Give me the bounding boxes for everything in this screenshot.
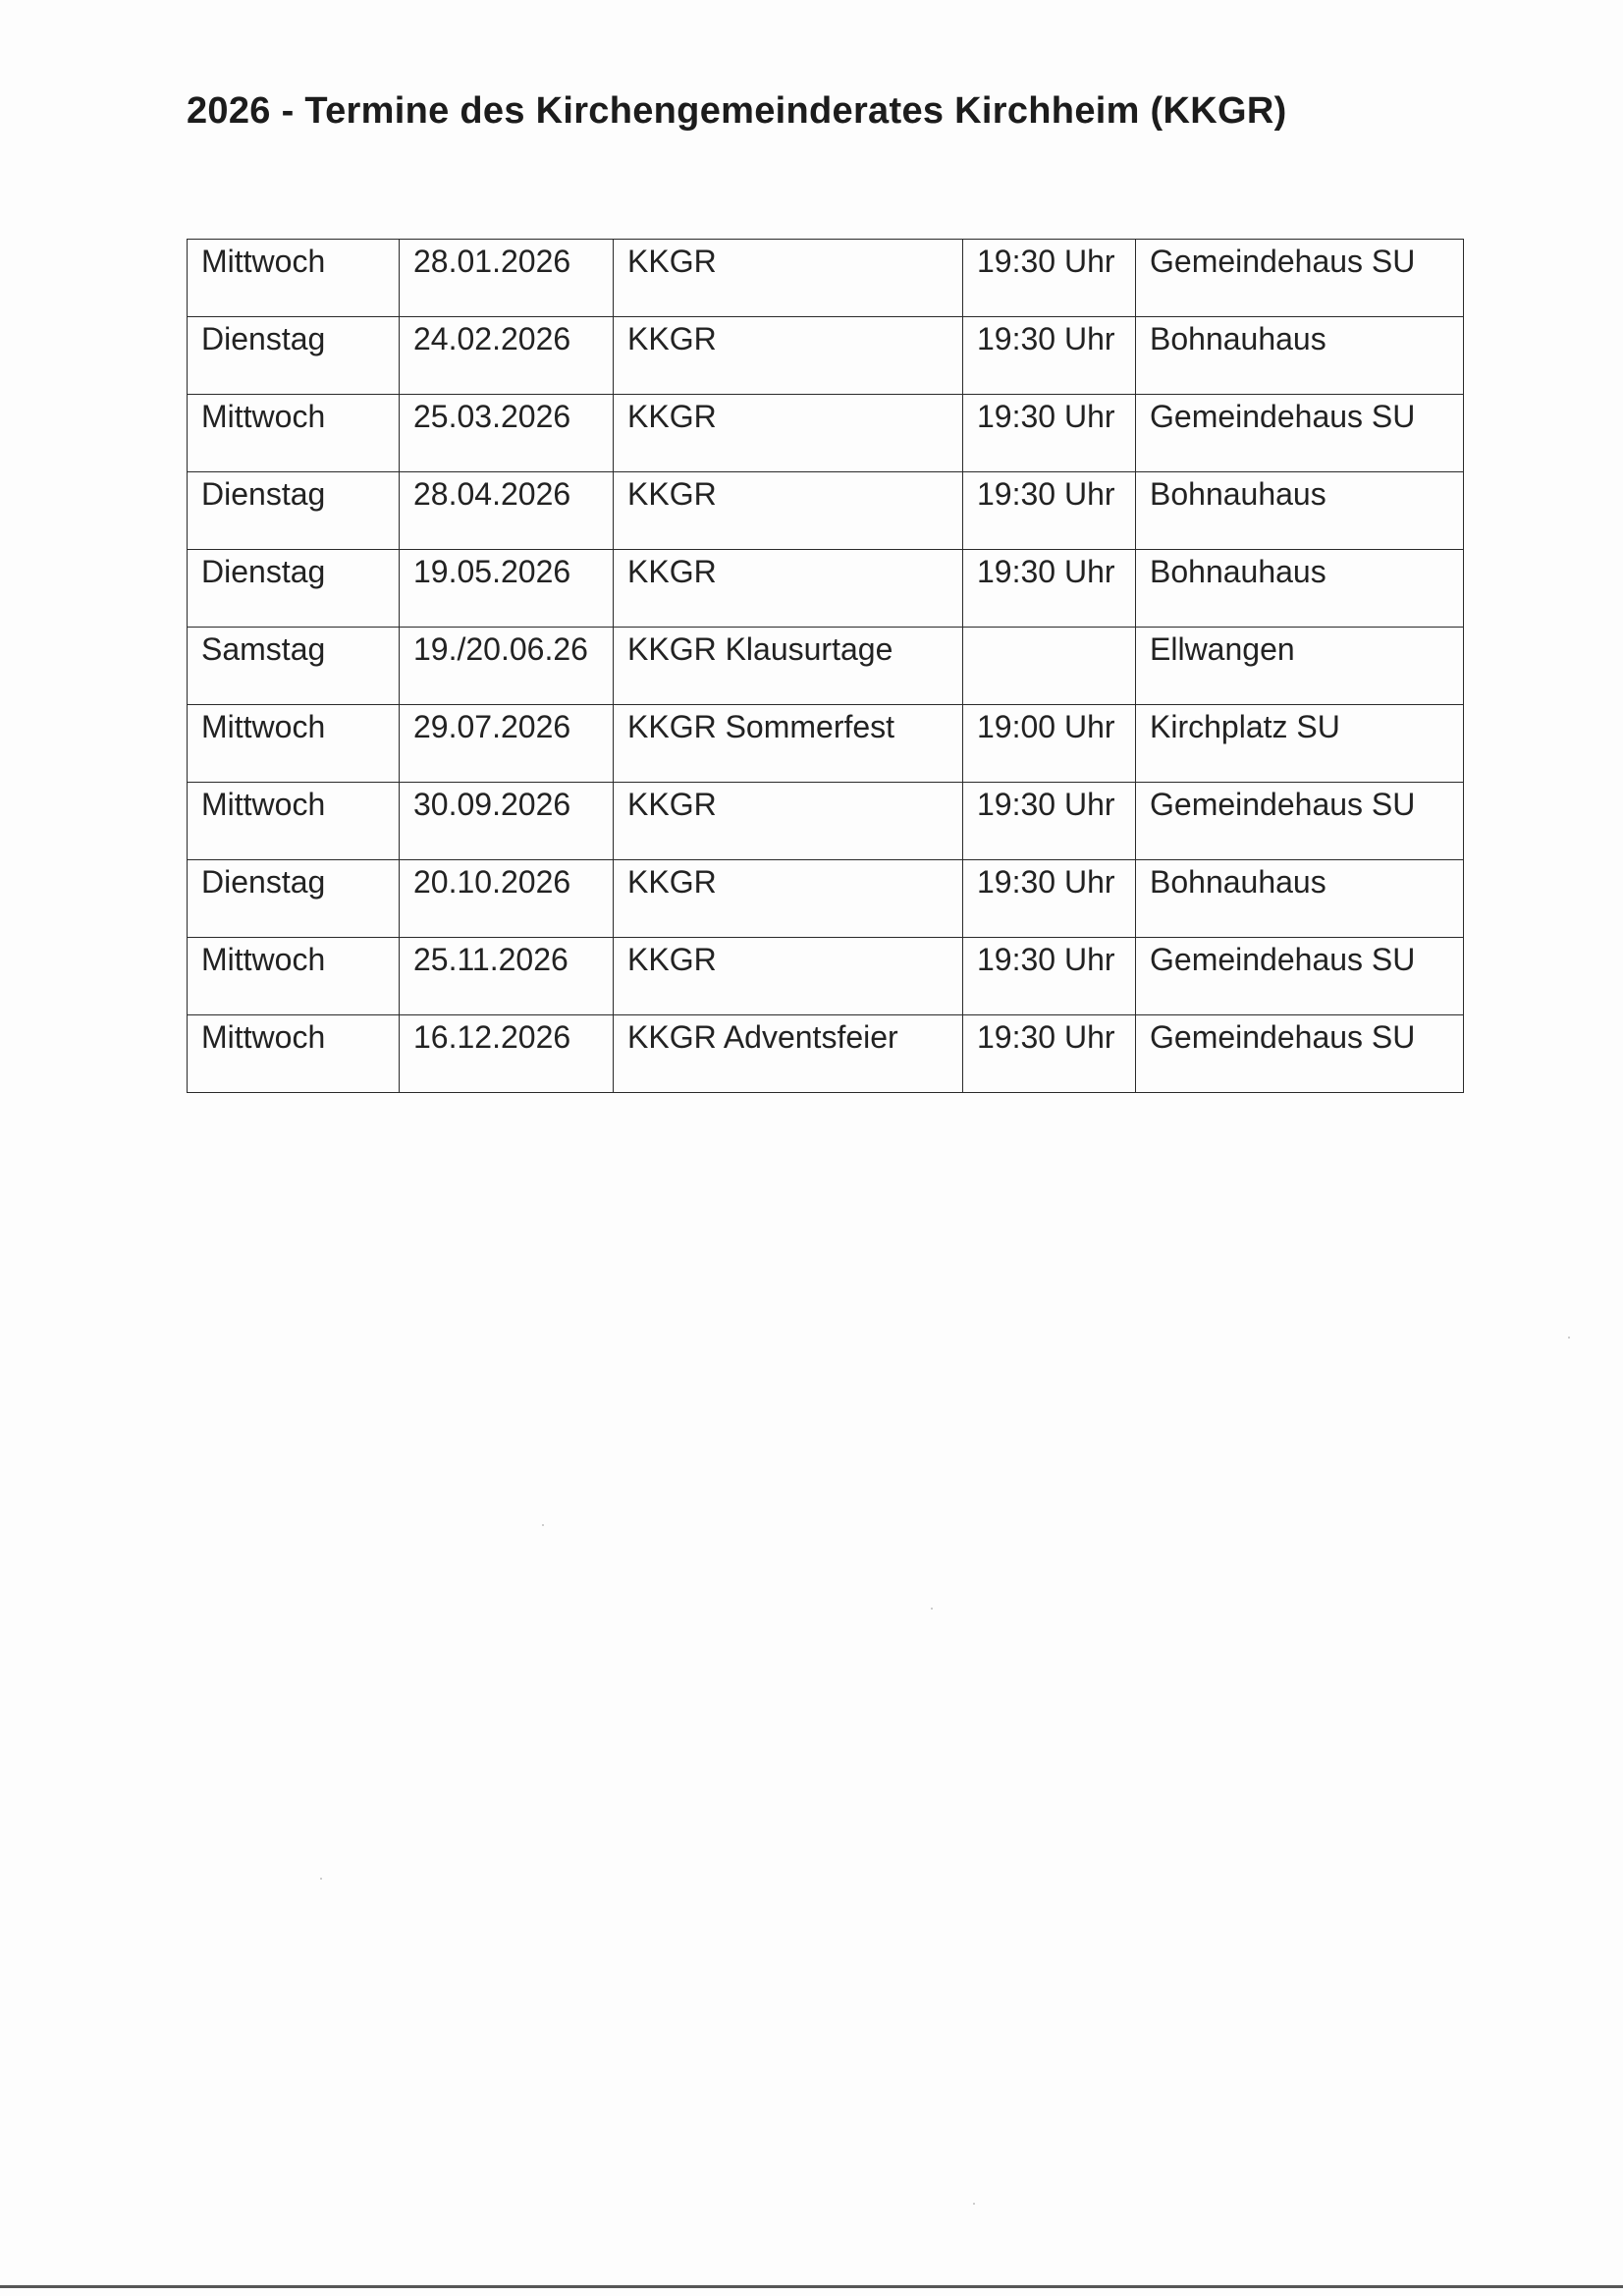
time-cell bbox=[963, 395, 1136, 472]
place-cell-text: Gemeindehaus SU bbox=[1150, 244, 1416, 279]
place-cell bbox=[1136, 860, 1464, 938]
date-cell bbox=[400, 1015, 614, 1093]
time-cell bbox=[963, 938, 1136, 1015]
table-row bbox=[188, 550, 1464, 628]
weekday-cell bbox=[188, 705, 400, 783]
time-cell-text: 19:30 Uhr bbox=[977, 399, 1115, 434]
event-cell-text: KKGR bbox=[627, 399, 717, 434]
weekday-cell-text: Mittwoch bbox=[201, 399, 326, 434]
weekday-cell bbox=[188, 628, 400, 705]
date-cell-text: 19./20.06.26 bbox=[413, 631, 588, 667]
time-cell-text: 19:00 Uhr bbox=[977, 709, 1115, 744]
date-cell-text: 25.03.2026 bbox=[413, 399, 571, 434]
time-cell bbox=[963, 550, 1136, 628]
table-row bbox=[188, 317, 1464, 395]
weekday-cell bbox=[188, 240, 400, 317]
time-cell-text: 19:30 Uhr bbox=[977, 864, 1115, 900]
place-cell-text: Ellwangen bbox=[1150, 631, 1295, 667]
weekday-cell bbox=[188, 472, 400, 550]
weekday-cell-text: Dienstag bbox=[201, 476, 326, 512]
event-cell bbox=[614, 1015, 963, 1093]
table-row bbox=[188, 628, 1464, 705]
scan-edge-line bbox=[0, 2285, 1623, 2288]
event-cell bbox=[614, 550, 963, 628]
weekday-cell bbox=[188, 938, 400, 1015]
time-cell-text: 19:30 Uhr bbox=[977, 554, 1115, 589]
date-cell bbox=[400, 395, 614, 472]
weekday-cell bbox=[188, 395, 400, 472]
event-cell-text: KKGR Adventsfeier bbox=[627, 1019, 898, 1055]
weekday-cell-text: Dienstag bbox=[201, 554, 326, 589]
time-cell-text: 19:30 Uhr bbox=[977, 244, 1115, 279]
date-cell-text: 28.01.2026 bbox=[413, 244, 571, 279]
event-cell-text: KKGR bbox=[627, 942, 717, 977]
date-cell bbox=[400, 317, 614, 395]
event-cell-text: KKGR bbox=[627, 244, 717, 279]
event-cell-text: KKGR bbox=[627, 476, 717, 512]
event-cell bbox=[614, 783, 963, 860]
place-cell-text: Gemeindehaus SU bbox=[1150, 942, 1416, 977]
time-cell bbox=[963, 628, 1136, 705]
place-cell bbox=[1136, 395, 1464, 472]
place-cell-text: Gemeindehaus SU bbox=[1150, 787, 1416, 822]
weekday-cell bbox=[188, 317, 400, 395]
scan-speck bbox=[542, 1524, 544, 1526]
schedule-body bbox=[188, 240, 1464, 1093]
event-cell-text: KKGR bbox=[627, 554, 717, 589]
date-cell-text: 19.05.2026 bbox=[413, 554, 571, 589]
event-cell bbox=[614, 395, 963, 472]
date-cell-text: 25.11.2026 bbox=[413, 942, 568, 977]
document-title: 2026 - Termine des Kirchengemeinderates Kirchheim (KKGR) bbox=[187, 90, 1287, 132]
place-cell bbox=[1136, 240, 1464, 317]
weekday-cell-text: Mittwoch bbox=[201, 942, 326, 977]
place-cell-text: Kirchplatz SU bbox=[1150, 709, 1340, 744]
place-cell bbox=[1136, 472, 1464, 550]
weekday-cell-text: Dienstag bbox=[201, 864, 326, 900]
event-cell bbox=[614, 317, 963, 395]
place-cell bbox=[1136, 628, 1464, 705]
event-cell-text: KKGR Klausurtage bbox=[627, 631, 893, 667]
place-cell bbox=[1136, 317, 1464, 395]
date-cell-text: 20.10.2026 bbox=[413, 864, 571, 900]
date-cell bbox=[400, 240, 614, 317]
scan-speck bbox=[973, 2203, 975, 2205]
event-cell bbox=[614, 938, 963, 1015]
time-cell bbox=[963, 1015, 1136, 1093]
table-row bbox=[188, 240, 1464, 317]
event-cell bbox=[614, 628, 963, 705]
weekday-cell-text: Samstag bbox=[201, 631, 326, 667]
event-cell-text: KKGR bbox=[627, 864, 717, 900]
date-cell-text: 28.04.2026 bbox=[413, 476, 571, 512]
place-cell bbox=[1136, 1015, 1464, 1093]
weekday-cell-text: Mittwoch bbox=[201, 244, 326, 279]
weekday-cell bbox=[188, 1015, 400, 1093]
scan-speck bbox=[931, 1608, 933, 1610]
table-row bbox=[188, 472, 1464, 550]
place-cell-text: Gemeindehaus SU bbox=[1150, 399, 1416, 434]
date-cell bbox=[400, 705, 614, 783]
place-cell-text: Bohnauhaus bbox=[1150, 321, 1326, 356]
weekday-cell bbox=[188, 860, 400, 938]
place-cell bbox=[1136, 550, 1464, 628]
date-cell bbox=[400, 550, 614, 628]
date-cell-text: 29.07.2026 bbox=[413, 709, 571, 744]
event-cell-text: KKGR Sommerfest bbox=[627, 709, 895, 744]
place-cell bbox=[1136, 783, 1464, 860]
date-cell bbox=[400, 783, 614, 860]
place-cell-text: Bohnauhaus bbox=[1150, 864, 1326, 900]
date-cell-text: 30.09.2026 bbox=[413, 787, 571, 822]
weekday-cell-text: Mittwoch bbox=[201, 787, 326, 822]
place-cell bbox=[1136, 705, 1464, 783]
place-cell-text: Gemeindehaus SU bbox=[1150, 1019, 1416, 1055]
place-cell-text: Bohnauhaus bbox=[1150, 554, 1326, 589]
table-row bbox=[188, 395, 1464, 472]
scan-speck bbox=[1568, 1337, 1570, 1339]
event-cell bbox=[614, 705, 963, 783]
weekday-cell bbox=[188, 783, 400, 860]
event-cell bbox=[614, 860, 963, 938]
scan-speck bbox=[320, 1878, 322, 1880]
table-row bbox=[188, 938, 1464, 1015]
date-cell bbox=[400, 938, 614, 1015]
table-row bbox=[188, 783, 1464, 860]
weekday-cell bbox=[188, 550, 400, 628]
time-cell bbox=[963, 783, 1136, 860]
time-cell bbox=[963, 472, 1136, 550]
date-cell bbox=[400, 628, 614, 705]
place-cell bbox=[1136, 938, 1464, 1015]
time-cell bbox=[963, 317, 1136, 395]
weekday-cell-text: Mittwoch bbox=[201, 709, 326, 744]
date-cell-text: 16.12.2026 bbox=[413, 1019, 571, 1055]
event-cell-text: KKGR bbox=[627, 321, 717, 356]
time-cell-text: 19:30 Uhr bbox=[977, 787, 1115, 822]
schedule-table bbox=[187, 239, 1464, 1093]
time-cell-text: 19:30 Uhr bbox=[977, 476, 1115, 512]
table-row bbox=[188, 860, 1464, 938]
event-cell-text: KKGR bbox=[627, 787, 717, 822]
time-cell bbox=[963, 705, 1136, 783]
time-cell-text: 19:30 Uhr bbox=[977, 321, 1115, 356]
event-cell bbox=[614, 472, 963, 550]
time-cell bbox=[963, 860, 1136, 938]
weekday-cell-text: Mittwoch bbox=[201, 1019, 326, 1055]
date-cell-text: 24.02.2026 bbox=[413, 321, 571, 356]
weekday-cell-text: Dienstag bbox=[201, 321, 326, 356]
time-cell-text: 19:30 Uhr bbox=[977, 942, 1115, 977]
place-cell-text: Bohnauhaus bbox=[1150, 476, 1326, 512]
date-cell bbox=[400, 860, 614, 938]
date-cell bbox=[400, 472, 614, 550]
table-row bbox=[188, 1015, 1464, 1093]
time-cell-text: 19:30 Uhr bbox=[977, 1019, 1115, 1055]
event-cell bbox=[614, 240, 963, 317]
time-cell bbox=[963, 240, 1136, 317]
table-row bbox=[188, 705, 1464, 783]
